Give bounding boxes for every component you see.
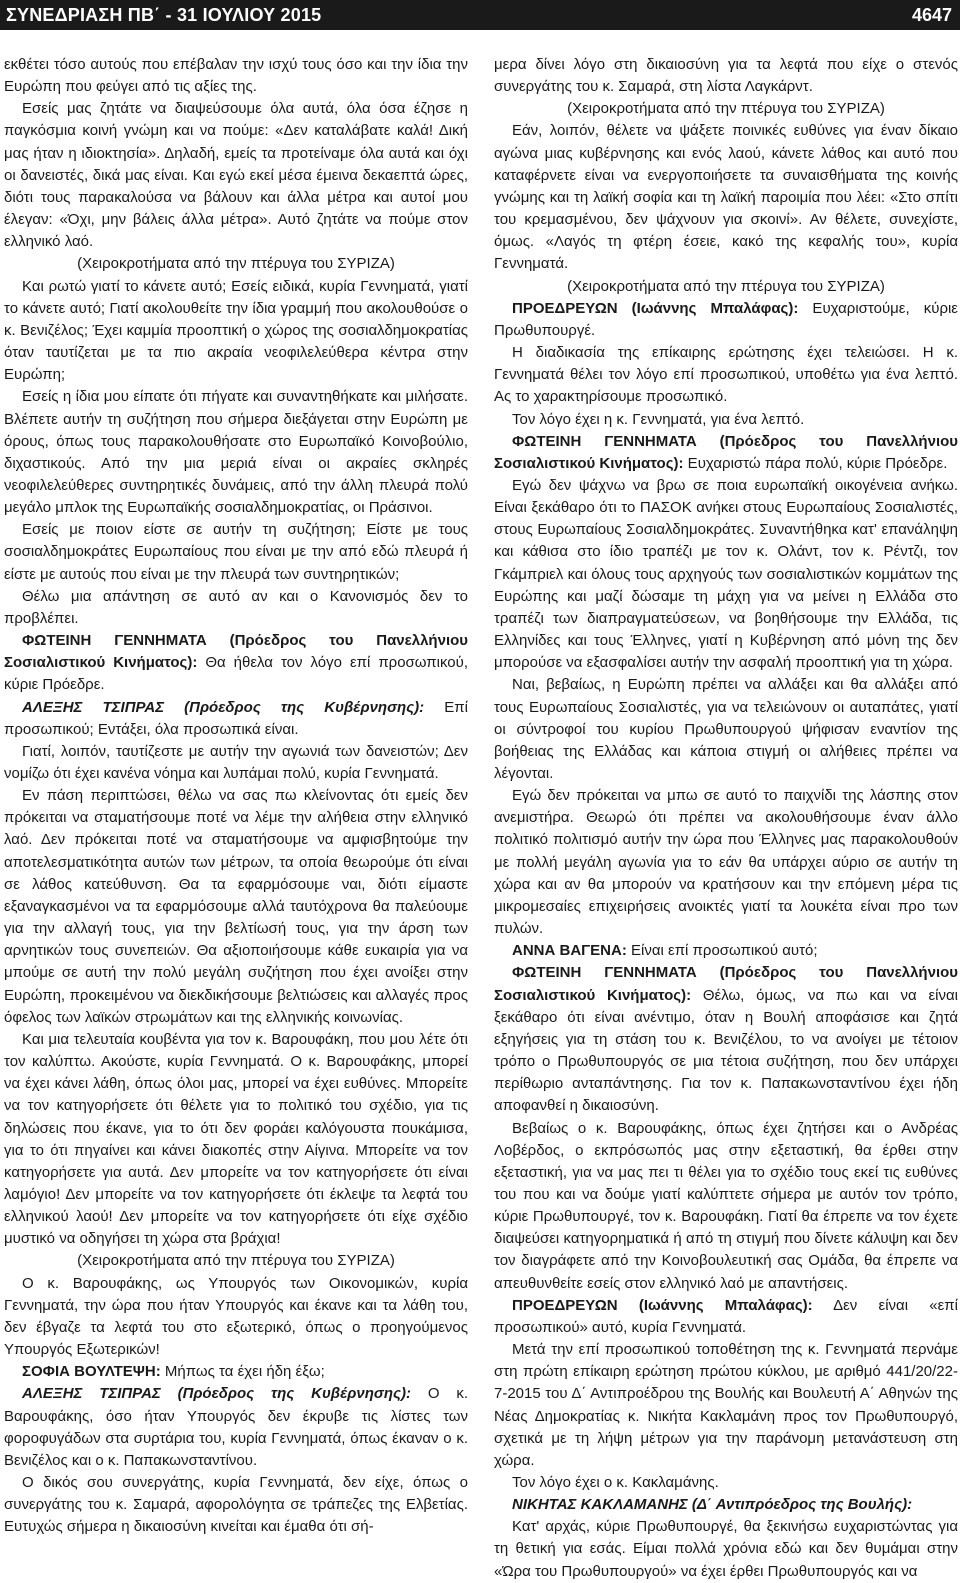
paragraph-text: Μήπως τα έχει ήδη έξω; <box>160 1363 325 1381</box>
paragraph-text: Ευχαριστώ πάρα πολύ, κύριε Πρόεδρε. <box>683 454 948 472</box>
speaker-name: ΠΡΟΕΔΡΕΥΩΝ (Ιωάννης Μπαλάφας): <box>512 299 799 317</box>
body-paragraph <box>494 1472 958 1494</box>
continued-paragraph <box>494 54 958 98</box>
speaker-name: ΝΙΚΗΤΑΣ ΚΑΚΛΑΜΑΝΗΣ (Δ΄ Αντιπρόεδρος της Βουλής): <box>512 1496 913 1514</box>
speaker-paragraph <box>4 697 468 741</box>
body-paragraph <box>494 1516 958 1582</box>
paragraph-text: Και ρωτώ γιατί το κάνετε αυτό; Εσείς ειδικά, κυρία Γεννηματά, γιατί το κάνετε αυτό; Γιατί ακολουθείτε την ίδια γραμμή που ακολουθούσε ο κ. Βενιζέλος; Έχει καμμία προοπτική ο χώρος της σοσιαλδημοκρατίας όταν ταυτίζεται με τα πιο ακραία νεοφιλελεύθερα κέντρα στην Ευρώπη; <box>4 277 468 384</box>
speaker-name: ΦΩΤΕΙΝΗ ΓΕΝΝΗΜΑΤΑ (Πρόεδρος του Πανελλήνιου Σοσιαλιστικού Κινήματος): <box>494 432 958 472</box>
speaker-name: ΦΩΤΕΙΝΗ ΓΕΝΝΗΜΑΤΑ (Πρόεδρος του Πανελλήνιου Σοσιαλιστικού Κινήματος): <box>494 964 958 1004</box>
body-paragraph <box>4 741 468 785</box>
right-column <box>494 54 958 1580</box>
paragraph-text: Θέλω, όμως, να πω και να είναι ξεκάθαρο ότι είναι ανέντιμο, όταν η Βουλή αποφάσισε και ζητά εξηγήσεις για τη στάση του κ. Βενιζέλου, το να ανοίγει με τέτοιον τρόπο ο Πρωθυπουργός σε μια τέτοια συζήτηση, που δεν υπάρχει περίθωριο ανταπάντησης. Για τον κ. Παπακωνσταντίνου έχει ήδη αποφανθεί η δικαιοσύνη. <box>494 986 958 1115</box>
left-column <box>4 54 469 1536</box>
speaker-paragraph <box>4 630 468 696</box>
paragraph-text: (Χειροκροτήματα από την πτέρυγα του ΣΥΡΙΖΑ) <box>77 255 395 273</box>
continued-paragraph <box>4 54 468 98</box>
paragraph-text: Εσείς με ποιον είστε σε αυτήν τη συζήτηση; Είστε με τους σοσιαλδημοκράτες Ευρωπαίους που είναι με την από εδώ πλευρά ή είστε με αυτούς που είναι με την πλευρά των συντηρητικών; <box>4 521 468 583</box>
paragraph-text: Και μια τελευταία κουβέντα για τον κ. Βαρουφάκη, που μου λέτε ότι τον καλύπτω. Ακούστε, κυρία Γεννηματά. Ο κ. Βαρουφάκης, μπορεί να έχει κάνει λάθη, όπως όλοι μας, μπορεί να έχει ευθύνες. Μπορείτε να τον κατηγορήσετε ότι θέλετε για το πολιτικό του σχέδιο, για τις δηλώσεις που έκανε, για το ότι δεν φοράει καλόγουστα πουκάμισα, για το ότι πηγαίνει και κάνει διακοπές στην Αίγινα. Μπορείτε να τον κατηγορήσετε για αυτά. Δεν μπορείτε να τον κατηγορήσετε ότι είναι λαμόγιο! Δεν μπορείτε να τον κατηγορήσετε ότι έκλεψε τα λεφτά του ελληνικού λαού! Δεν μπορείτε να τον κατηγορήσετε ότι είχε σχέδιο μυστικό να οδηγήσει τη χώρα στα βράχια! <box>4 1030 468 1248</box>
paragraph-text: Βεβαίως ο κ. Βαρουφάκης, όπως έχει ζητήσει και ο Ανδρέας Λοβέρδος, ο εκπρόσωπός μας στην εξεταστική, θα έρθει στην εξεταστική, για να μας πει τι θέλει για το σχέδιο τους εκεί τις ευθύνες του που και να δούμε γιατί καλύπτετε σήμερα με αυτόν τον τρόπο, κύριε Πρωθυπουργέ, τον κ. Βαρουφάκη. Γιατί θα έπρεπε να τον έχετε διαψεύσει κατηγορηματικά ή από τη στιγμή που δίνετε κάλυψη και δεν τον διαγράφετε από την Κοινοβουλευτική σας Ομάδα, θα έπρεπε να απευθυνθείτε εσείς στον ελληνικό λαό με απαντήσεις. <box>494 1119 958 1292</box>
paragraph-text: Εσείς η ίδια μου είπατε ότι πήγατε και συναντηθήκατε και μιλήσατε. Βλέπετε αυτήν τη συζήτηση που σήμερα διεξάγεται στην Ευρώπη με όρους, όπως τους παρακολουθήσατε στο Ευρωπαϊκό Κοινοβούλιο, διχαστικούς. Από την μια μεριά είναι οι ακραίες σκληρές νεοφιλελεύθερες συντηρητικές δυνάμεις, από την άλλη πλευρά πολύ μεγάλο μπλοκ της Ευρωπαϊκής σοσιαλδημοκρατίας, οι Πράσινοι. <box>4 388 468 517</box>
paragraph-text: εκθέτει τόσο αυτούς που επέβαλαν την ισχύ τους όσο και την ίδια την Ευρώπη που φεύγει από τις αξίες της. <box>4 56 468 96</box>
paragraph-text: Θα ήθελα τον λόγο επί προσωπικού, κύριε Πρόεδρε. <box>4 654 469 694</box>
stage-direction <box>494 98 958 120</box>
paragraph-text: Επί προσωπικού; Εντάξει, όλα προσωπικά είναι. <box>4 698 468 738</box>
paragraph-text: Εσείς μας ζητάτε να διαψεύσουμε όλα αυτά, όλα όσα έζησε η παγκόσμια κοινή γνώμη και να πούμε: «Δεν καταλάβατε καλά! Δική μας ήταν η ιδιοκτησία». Δηλαδή, εμείς τα προτείναμε όλα αυτά και όχι οι δανειστές, δικά μας είναι. Και εγώ εκεί μέσα έμεινα δεκαεπτά ώρες, διότι τους παρακαλούσα να βάλουν και άλλα μέτρα και αυτοί μου έλεγαν: «Όχι, μην βάλεις άλλα μέτρα». Αυτό ζητάτε να πούμε στον ελληνικό λαό. <box>4 100 468 251</box>
paragraph-text: Κατ' αρχάς, κύριε Πρωθυπουργέ, θα ξεκινήσω ευχαριστώντας για τη θετική για εσάς. Είμαι πολλά χρόνια εδώ και δεν θυμάμαι στην «Ώρα του Πρωθυπουργού» να έχει έρθει Πρωθυπουργός και να <box>494 1518 958 1580</box>
paragraph-text: Τον λόγο έχει ο κ. Κακλαμάνης. <box>512 1474 719 1491</box>
paragraph-text: Είναι επί προσωπικού αυτό; <box>626 942 818 960</box>
body-paragraph <box>4 386 468 519</box>
body-paragraph <box>4 1029 468 1251</box>
speaker-paragraph <box>494 1494 958 1516</box>
paragraph-text: Εγώ δεν πρόκειται να μπω σε αυτό το παιχνίδι της λάσπης στον ανεμιστήρα. Θεωρώ ότι πρέπει να ακολουθήσουμε έναν άλλο πολιτικό πολιτισμό αυτήν την ώρα που Έλληνες μας παρακολουθούν με πολλή μεγάλη αγωνία για το εάν θα υπάρχει αύριο σε αυτήν τη χώρα και αν θα μπορούν να κρατήσουν και την επόμενη μέρα τις μικρομεσαίες επιχειρήσεις ανοικτές γιατί τα λουκέτα είναι προ των πυλών. <box>494 787 958 938</box>
stage-direction <box>494 276 958 298</box>
body-paragraph <box>494 475 958 674</box>
paragraph-text: Εν πάση περιπτώσει, θέλω να σας πω κλείνοντας ότι εμείς δεν πρόκειται να σταματήσουμε ποτέ να λέμε την αλήθεια στην ελληνικό λαό. Δεν πρόκειται ποτέ να σταματήσουμε να αμφισβητούμε την αποτελεσματικότητα αυτών των μέτρων, τα οποία θεωρούμε ότι είναι σε λάθος κατεύθυνση. Θα τα εφαρμόσουμε ναι, διότι είμαστε εξαναγκασμένοι να τα εφαρμόσουμε αλλά ταυτόχρονα θα παλεύουμε για την αλλαγή τους, για την βελτίωσή τους, για την άρση των αρνητικών τους συνεπειών. Θα αξιοποιήσουμε κάθε ευκαιρία για να μπούμε σε αυτή την πολύ μεγάλη συζήτηση που έχει ανοίξει στην Ευρώπη, προκειμένου να διεκδικήσουμε βελτιώσεις και αλλαγές προς όφελος των λαϊκών στρωμάτων και της ελληνικής κοινωνίας. <box>4 787 468 1026</box>
session-title: ΣΥΝΕΔΡΙΑΣΗ ΠΒ΄ - 31 ΙΟΥΛΙΟΥ 2015 <box>6 5 322 25</box>
body-paragraph <box>4 98 468 253</box>
body-paragraph <box>4 519 468 585</box>
speaker-name: ΑΝΝΑ ΒΑΓΕΝΑ: <box>512 942 627 960</box>
paragraph-text: (Χειροκροτήματα από την πτέρυγα του ΣΥΡΙΖΑ) <box>77 1252 395 1270</box>
paragraph-text: Η διαδικασία της επίκαιρης ερώτησης έχει τελειώσει. Η κ. Γεννηματά θέλει τον λόγο επί προσωπικού, υποθέτω για ένα λεπτό. Ας το χαρακτηρίσουμε προσωπικό. <box>494 344 958 406</box>
paragraph-text: Μετά την επί προσωπικού τοποθέτηση της κ. Γεννηματά περνάμε στη πρώτη επίκαιρη ερώτηση πρώτου κύκλου, με αριθμό 441/20/22-7-2015 του Δ΄ Αντιπροέδρου της Βουλής και Βουλευτή Α΄ Αθηνών της Νέας Δημοκρατίας κ. Νικήτα Κακλαμάνη προς τον Πρωθυπουργό, σχετικά με τη λήψη μέτρων για την παράνομη μετανάστευση στη χώρα. <box>494 1341 958 1469</box>
paragraph-text: Θέλω μια απάντηση σε αυτό αν και ο Κανονισμός δεν το προβλέπει. <box>4 587 468 627</box>
paragraph-text: Τον λόγο έχει η κ. Γεννηματά, για ένα λεπτό. <box>512 410 805 428</box>
body-paragraph <box>494 120 958 275</box>
paragraph-text: Ναι, βεβαίως, η Ευρώπη πρέπει να αλλάξει και θα αλλάξει από τους Ευρωπαίους Σοσιαλιστές, για να τελειώνουν οι αυταπάτες, γιατί οι σύντροφοί του κυρίου Πρωθυπουργού ψήφισαν εναντίον της βοήθειας της Ελλάδας και κάποια στιγμή οι αλήθειες πρέπει να λέγονται. <box>494 676 958 782</box>
body-paragraph <box>4 586 468 630</box>
paragraph-text: Ο κ. Βαρουφάκης, όσο ήταν Υπουργός δεν έκρυβε τις λίστες των φοροφυγάδων στα συρτάρια του, κυρία Γεννηματά, όπως έκαναν ο κ. Βενιζέλος και ο κ. Παπακωνσταντίνου. <box>4 1385 468 1469</box>
paragraph-text: Ο κ. Βαρουφάκης, ως Υπουργός των Οικονομικών, κυρία Γεννηματά, την ώρα που ήταν Υπουργός και έκανε και τα λάθη του, δεν έβγαζε τα λεφτά του στο εξωτερικό, όπως ο προηγούμενος Υπουργός Εξωτερικών! <box>4 1274 468 1359</box>
paragraph-text: (Χειροκροτήματα από την πτέρυγα του ΣΥΡΙΖΑ) <box>567 100 885 118</box>
speaker-name: ΣΟΦΙΑ ΒΟΥΛΤΕΨΗ: <box>22 1363 161 1381</box>
paragraph-text: Δεν είναι «επί προσωπικού» αυτό, κυρία Γεννηματά. <box>494 1296 958 1336</box>
paragraph-text: μερα δίνει λόγο στη δικαιοσύνη για τα λεφτά που είχε ο στενός συνεργάτης του κ. Σαμαρά, στη λίστα Λαγκάρντ. <box>494 56 958 96</box>
body-paragraph <box>4 1472 468 1538</box>
paragraph-text: (Χειροκροτήματα από την πτέρυγα του ΣΥΡΙΖΑ) <box>567 277 885 295</box>
body-paragraph <box>494 674 958 785</box>
body-paragraph <box>494 785 958 940</box>
body-paragraph <box>4 1273 468 1362</box>
page-number: 4647 <box>911 5 952 25</box>
page-header <box>0 0 960 30</box>
speaker-paragraph <box>494 962 958 1117</box>
speaker-paragraph <box>494 1295 958 1339</box>
paragraph-text: Εγώ δεν ψάχνω να βρω σε ποια ευρωπαϊκή οικογένεια ανήκω. Είναι ξεκάθαρο ότι το ΠΑΣΟΚ ανήκει στους Ευρωπαίους Σοσιαλιστές, στους Ευρωπαίους Σοσιαλδημοκράτες. Συναντήθηκα κατ' επανάληψη και κάθισα στο ίδιο τραπέζι με τον κ. Ολάντ, τον κ. Ρέντζι, τον Γκάμπριελ και όλους τους αρχηγούς των σοσιαλιστικών κομμάτων της Ευρώπης και μαζί δώσαμε τη μάχη για να μείνει η Ελλάδα στο τραπέζι των διαπραγματεύσεων, να βοηθήσουμε την Ελλάδα, τις Ελληνίδες και τους Έλληνες, γιατί η Κυβέρνηση από μόνη της δεν μπορούσε να εξασφαλίσει αυτήν την ασφαλή προοπτική για τη χώρα. <box>494 476 958 672</box>
body-paragraph <box>4 785 468 1029</box>
paragraph-text: Εάν, λοιπόν, θέλετε να ψάξετε ποινικές ευθύνες για έναν δίκαιο αγώνα μιας κυβέρνησης και ενός λαού, κάνετε λάθος και αυτό που καταφέρνετε είναι να ενεργοποιήσετε τα συναισθήματα της κοινής γνώμης και τη λαϊκή σοφία και τη λαϊκή παροιμία που λέει: «Στο σπίτι του κρεμασμένου, δεν ψάχνουν για σκοινί». Αν θέλετε, συνεχίστε, όμως. «Λαγός τη φτέρη έσειε, κακό της κεφαλής του», κυρία Γεννηματά. <box>494 122 958 273</box>
paragraph-text: Γιατί, λοιπόν, ταυτίζεστε με αυτήν την αγωνιά των δανειστών; Δεν νομίζω ότι έχει κανένα νόημα και λυπάμαι πολύ, κυρία Γεννηματά. <box>4 742 468 782</box>
speaker-name: ΑΛΕΞΗΣ ΤΣΙΠΡΑΣ (Πρόεδρος της Κυβέρνησης): <box>22 698 425 716</box>
paragraph-text: Ευχαριστούμε, κύριε Πρωθυπουργέ. <box>494 299 958 339</box>
body-paragraph <box>494 1118 958 1295</box>
speaker-name: ΦΩΤΕΙΝΗ ΓΕΝΝΗΜΑΤΑ (Πρόεδρος του Πανελλήνιου Σοσιαλιστικού Κινήματος): <box>4 632 468 672</box>
paragraph-text: Ο δικός σου συνεργάτης, κυρία Γεννηματά, δεν είχε, όπως ο συνεργάτης του κ. Σαμαρά, αφορολόγητα σε τράπεζες της Ελβετίας. Ευτυχώς σήμερα η δικαιοσύνη κινείται και έμαθα ότι σή- <box>4 1474 468 1536</box>
body-paragraph <box>494 409 958 431</box>
speaker-paragraph <box>494 940 958 962</box>
speaker-paragraph <box>494 298 958 342</box>
speaker-paragraph <box>4 1361 468 1383</box>
stage-direction <box>4 1250 468 1272</box>
body-paragraph <box>494 342 958 408</box>
body-paragraph <box>494 1339 958 1472</box>
speaker-paragraph <box>4 1383 468 1472</box>
speaker-paragraph <box>494 431 958 475</box>
speaker-name: ΠΡΟΕΔΡΕΥΩΝ (Ιωάννης Μπαλάφας): <box>512 1296 813 1314</box>
body-paragraph <box>4 276 468 387</box>
stage-direction <box>4 253 468 275</box>
speaker-name: ΑΛΕΞΗΣ ΤΣΙΠΡΑΣ (Πρόεδρος της Κυβέρνησης): <box>22 1385 411 1403</box>
